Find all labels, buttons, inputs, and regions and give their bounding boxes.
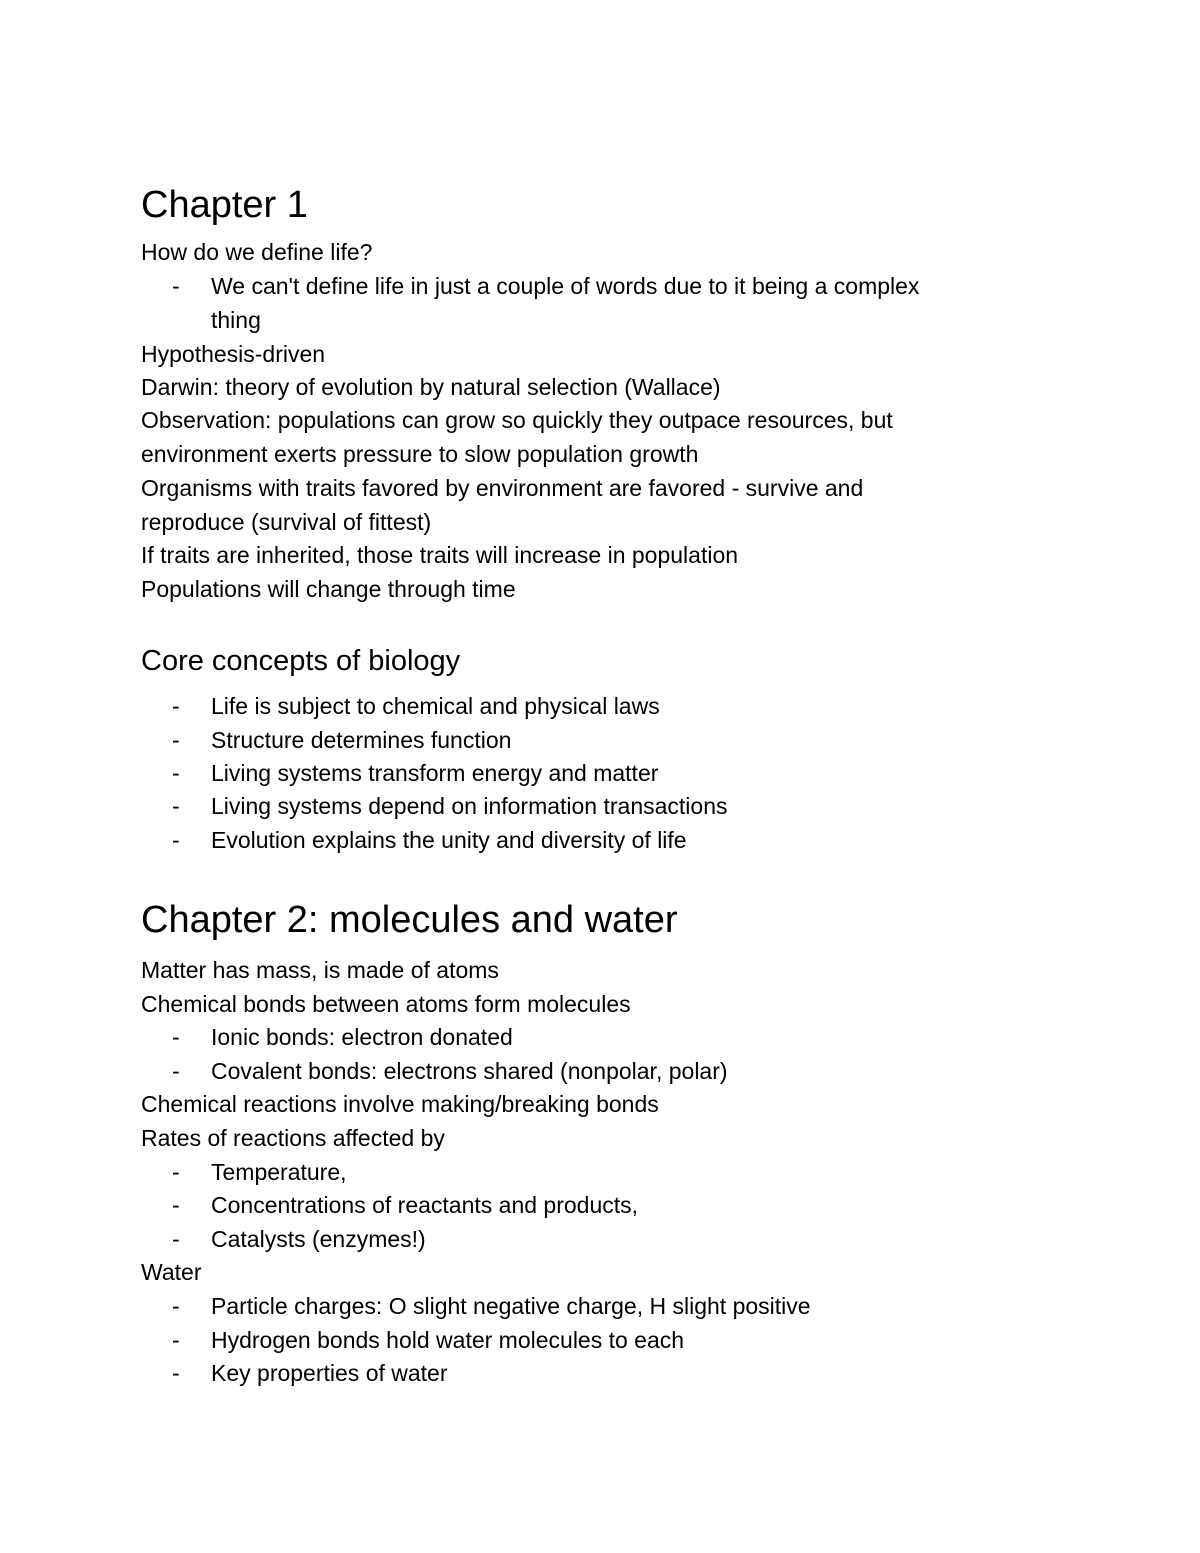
list-item: Ionic bonds: electron donated: [211, 1024, 513, 1050]
list-item: Covalent bonds: electrons shared (nonpolar, polar): [211, 1058, 728, 1084]
list-item: Temperature,: [211, 1159, 347, 1185]
text-line: Chemical reactions involve making/breaking bonds: [141, 1091, 659, 1117]
bullet-marker: -: [172, 1360, 180, 1386]
define-life-answer-line-2: thing: [211, 307, 261, 333]
chapter-1-heading: Chapter 1: [141, 184, 308, 226]
text-line: reproduce (survival of fittest): [141, 509, 432, 535]
list-item: Catalysts (enzymes!): [211, 1226, 426, 1252]
bullet-marker: -: [172, 1327, 180, 1353]
list-item: Living systems transform energy and matter: [211, 760, 659, 786]
list-item: Key properties of water: [211, 1360, 448, 1386]
define-life-question: How do we define life?: [141, 239, 373, 265]
text-line: Organisms with traits favored by environment are favored - survive and: [141, 475, 864, 501]
core-concepts-heading: Core concepts of biology: [141, 645, 461, 677]
bullet-marker: -: [172, 1159, 180, 1185]
bullet-marker: -: [172, 1226, 180, 1252]
bullet-marker: -: [172, 727, 180, 753]
bullet-marker: -: [172, 760, 180, 786]
list-item: Concentrations of reactants and products,: [211, 1192, 639, 1218]
text-line: Rates of reactions affected by: [141, 1125, 445, 1151]
define-life-answer-line-1: We can't define life in just a couple of words due to it being a complex: [211, 273, 920, 299]
text-line: Chemical bonds between atoms form molecules: [141, 991, 631, 1017]
list-item: Living systems depend on information transactions: [211, 793, 728, 819]
list-item: Hydrogen bonds hold water molecules to each: [211, 1327, 685, 1353]
bullet-marker: -: [172, 1024, 180, 1050]
bullet-marker: -: [172, 1058, 180, 1084]
list-item: Particle charges: O slight negative charge, H slight positive: [211, 1293, 811, 1319]
text-line: Populations will change through time: [141, 576, 516, 602]
text-line: Observation: populations can grow so quickly they outpace resources, but: [141, 407, 893, 433]
list-item: Evolution explains the unity and diversity of life: [211, 827, 687, 853]
text-line: If traits are inherited, those traits will increase in population: [141, 542, 739, 568]
water-heading: Water: [141, 1259, 202, 1285]
bullet-marker: -: [172, 273, 180, 299]
text-line: environment exerts pressure to slow population growth: [141, 441, 699, 467]
chapter-2-heading: Chapter 2: molecules and water: [141, 899, 678, 941]
bullet-marker: -: [172, 1293, 180, 1319]
text-line: Darwin: theory of evolution by natural selection (Wallace): [141, 374, 721, 400]
bullet-marker: -: [172, 793, 180, 819]
list-item: Life is subject to chemical and physical laws: [211, 693, 660, 719]
text-line: Hypothesis-driven: [141, 341, 326, 367]
bullet-marker: -: [172, 827, 180, 853]
bullet-marker: -: [172, 693, 180, 719]
bullet-marker: -: [172, 1192, 180, 1218]
text-line: Matter has mass, is made of atoms: [141, 957, 499, 983]
list-item: Structure determines function: [211, 727, 512, 753]
